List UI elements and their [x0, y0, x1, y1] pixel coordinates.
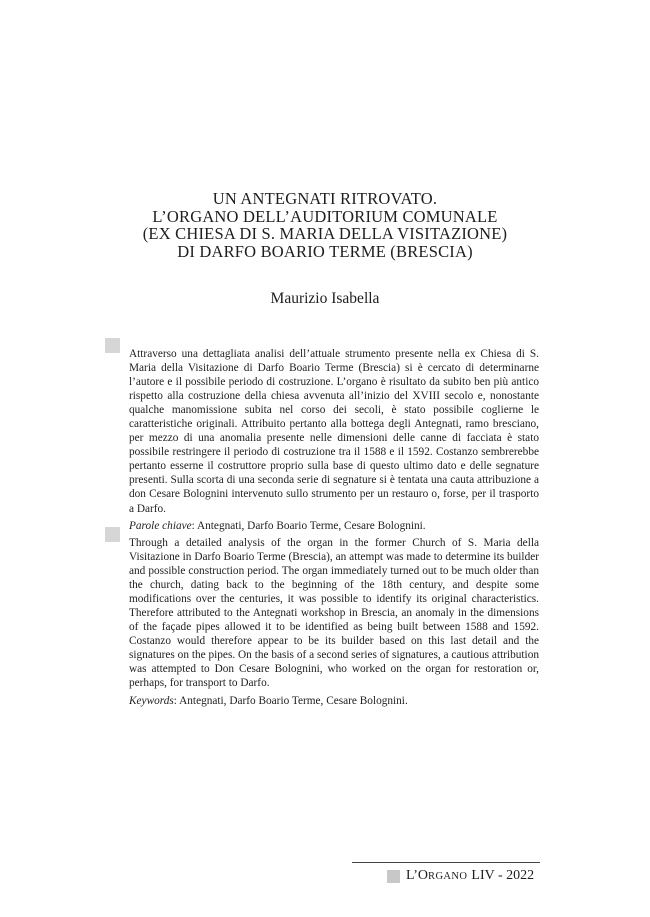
abstract-marker-square [105, 527, 120, 542]
title-line-3: (EX CHIESA DI S. MARIA DELLA VISITAZIONE) [142, 224, 508, 243]
abstract-italian-text: Attraverso una dettagliata analisi dell’attuale strumento presente nella ex Chiesa di S. Maria della Visitazione di Darfo Boario Terme (Brescia) si è cercato di determinarne l’autore e il possibile periodo di costruzione. L’organo è risultato da subito ben più antico rispetto alla costruzione della chiesa avvenuta all’inizio del XVIII secolo e, nonostante qualche manomissione subita nel corso dei secoli, è stato possibile coglierne le caratteristiche originali. Attribuito pertanto alla bottega degli Antegnati, ramo bresciano, per mezzo di una anomalia presente nelle dimensioni delle canne di facciata è stato possibile restringere il periodo di costruzione tra il 1588 e il 1592. Costanzo sembrerebbe pertanto esserne il costruttore proprio sulla base di questo ultimo dato e delle segnature presenti. Sulla scorta di una seconda serie di segnature si è tentata una cauta attribuzione a don Cesare Bolognini intervenuto sullo strumento per un restauro o, forse, per il trasporto a Darfo. [129, 348, 539, 515]
keywords-english [129, 694, 539, 708]
journal-name-smallcaps: RGANO [428, 870, 468, 882]
title-line-4: DI DARFO BOARIO TERME (BRESCIA) [177, 241, 473, 261]
keywords-list-english: : Antegnati, Darfo Boario Terme, Cesare Bolognini. [173, 694, 408, 707]
keywords-label-italian: Parole chiave [129, 519, 192, 532]
title-line-1: UN ANTEGNATI RITROVATO. [212, 189, 438, 208]
journal-issue: LIV - 2022 [471, 868, 535, 883]
keywords-italian [129, 519, 539, 533]
footer-marker-square [387, 870, 400, 883]
abstract-english-text: Through a detailed analysis of the organ in the former Church of S. Maria della Visitazione in Darfo Boario Terme (Brescia), an attempt was made to determine its builder and possible construction period. The organ immediately turned out to be much older than the church, dating back to the beginning of the 18th century, and despite some modifications over the centuries, it was possible to identify its original characteristics. Therefore attributed to the Antegnati workshop in Brescia, an anomaly in the dimensions of the façade pipes allowed it to be identified as being built between 1588 and 1592. Costanzo would therefore appear to be its builder based on this last detail and the signatures on the pipes. On the basis of a second series of signatures, a cautious attribution was attempted to Don Cesare Bolognini, who worked on the organ for restoration or, perhaps, for transport to Darfo. [129, 537, 539, 690]
footer-rule [352, 862, 540, 863]
keywords-label-english: Keywords [129, 694, 174, 707]
abstract-italian [129, 347, 539, 533]
article-title [0, 190, 650, 260]
keywords-list-italian: : Antegnati, Darfo Boario Terme, Cesare Bolognini. [191, 519, 426, 532]
author-name: Maurizio Isabella [270, 290, 380, 307]
title-line-2: L’ORGANO DELL’AUDITORIUM COMUNALE [152, 206, 498, 226]
abstract-english [129, 536, 539, 708]
running-footer [387, 868, 534, 884]
journal-name-prefix: L’O [406, 868, 429, 883]
abstract-marker-square [105, 338, 120, 353]
